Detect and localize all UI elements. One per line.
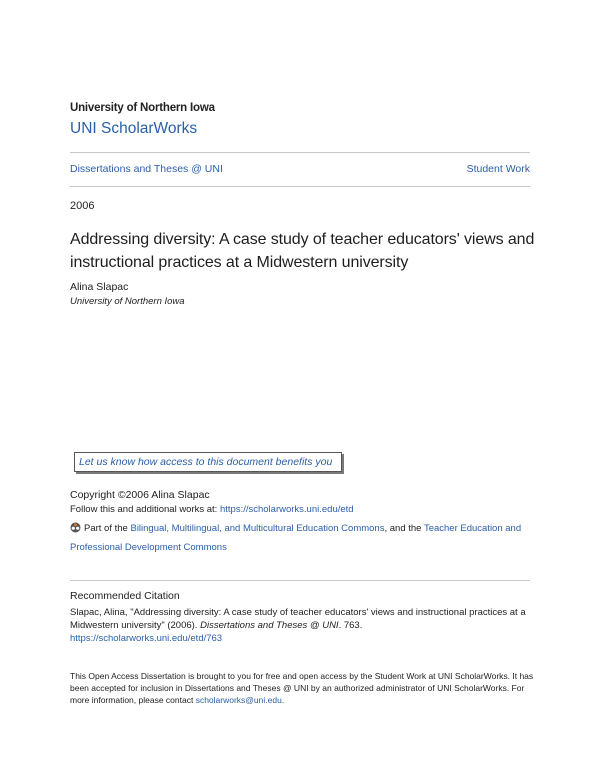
part-of-label: Part of the: [84, 523, 131, 534]
repository-link[interactable]: UNI ScholarWorks: [70, 120, 198, 137]
bilingual-commons-link[interactable]: Bilingual, Multilingual, and Multicultural Education Commons: [130, 523, 385, 534]
citation-heading: Recommended Citation: [70, 590, 180, 602]
open-access-notice: [70, 670, 540, 706]
citation-url-link[interactable]: https://scholarworks.uni.edu/etd/763: [70, 633, 223, 644]
citation-body: Slapac, Alina, "Addressing diversity: A case study of teacher educators' views and instructional practices at a Midwestern university" (2006).: [70, 607, 526, 631]
collection-link[interactable]: Dissertations and Theses @ UNI: [70, 163, 223, 175]
network-commons-icon: [70, 521, 81, 533]
contact-email-link[interactable]: scholarworks@uni.edu: [195, 695, 282, 705]
divider-citation: [70, 580, 530, 581]
citation-number: . 763.: [338, 620, 363, 631]
teacher-education-commons-link[interactable]: Teacher Education and Professional Development Commons: [70, 523, 522, 553]
publication-year: 2006: [70, 200, 95, 212]
benefit-feedback-link[interactable]: Let us know how access to this document benefits you: [74, 452, 342, 472]
and-the-text: , and the: [384, 523, 424, 534]
author-name: Alina Slapac: [70, 281, 129, 293]
citation-text: [70, 606, 540, 645]
university-name: University of Northern Iowa: [70, 102, 215, 114]
citation-series: Dissertations and Theses @ UNI: [200, 620, 339, 631]
footer-end: .: [281, 695, 285, 705]
author-affiliation: University of Northern Iowa: [70, 296, 185, 307]
document-title: Addressing diversity: A case study of teacher educators' views and instructional practices at a Midwestern university: [70, 231, 535, 271]
follow-line: [70, 504, 354, 515]
etd-collection-link[interactable]: https://scholarworks.uni.edu/etd: [219, 504, 354, 515]
category-link[interactable]: Student Work: [466, 163, 530, 175]
part-of-statement: [70, 519, 540, 557]
divider-top: [70, 152, 530, 153]
follow-label: Follow this and additional works at:: [70, 504, 220, 515]
footer-text: This Open Access Dissertation is brought to you for free and open access by the Student Work at UNI ScholarWorks. It has been accepted for inclusion in Dissertations and Theses @ UNI by an authorized administrator of UNI ScholarWorks. For more information, please contact: [70, 671, 534, 705]
divider-nav: [70, 186, 530, 187]
copyright-statement: Copyright ©2006 Alina Slapac: [70, 489, 210, 501]
